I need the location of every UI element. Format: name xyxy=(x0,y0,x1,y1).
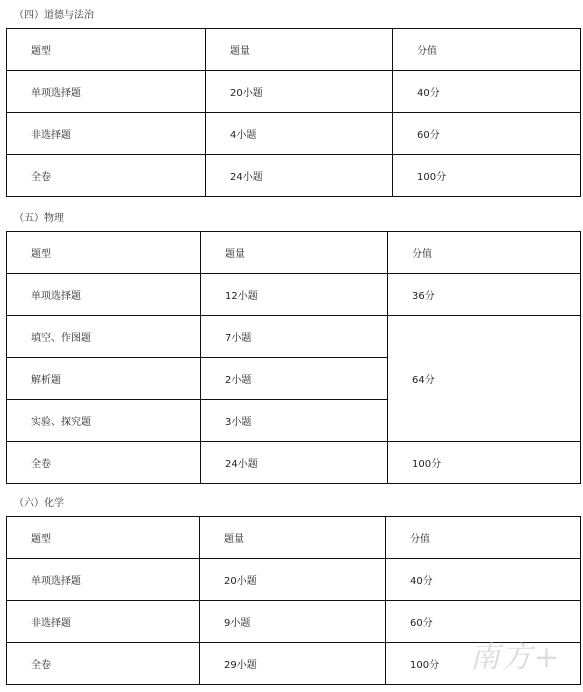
cell-type: 单项选择题 xyxy=(7,274,201,316)
cell-count: 12小题 xyxy=(201,274,388,316)
cell-count: 24小题 xyxy=(201,442,388,484)
cell-count: 3小题 xyxy=(201,400,388,442)
table-header-row xyxy=(7,232,581,274)
cell-type: 全卷 xyxy=(7,442,201,484)
cell-type: 填空、作图题 xyxy=(7,316,201,358)
cell-count: 20小题 xyxy=(200,559,386,601)
cell-score: 60分 xyxy=(393,113,581,155)
cell-score: 40分 xyxy=(393,71,581,113)
header-cell-count: 题量 xyxy=(200,517,386,559)
header-cell-type: 题型 xyxy=(7,517,200,559)
header-cell-count: 题量 xyxy=(201,232,388,274)
cell-type: 单项选择题 xyxy=(7,559,200,601)
header-cell-score: 分值 xyxy=(386,517,581,559)
table-row xyxy=(7,155,581,197)
table-header-row xyxy=(7,517,581,559)
section-heading-chemistry: （六）化学 xyxy=(14,498,64,509)
header-cell-type: 题型 xyxy=(7,29,206,71)
cell-count: 20小题 xyxy=(206,71,393,113)
cell-count: 4小题 xyxy=(206,113,393,155)
table-row xyxy=(7,71,581,113)
cell-type: 实验、探究题 xyxy=(7,400,201,442)
table-row xyxy=(7,316,581,358)
cell-score: 100分 xyxy=(386,643,581,685)
cell-score: 40分 xyxy=(386,559,581,601)
header-cell-score: 分值 xyxy=(393,29,581,71)
cell-score: 36分 xyxy=(388,274,581,316)
cell-count: 29小题 xyxy=(200,643,386,685)
table-moral-law xyxy=(6,28,581,197)
cell-count: 2小题 xyxy=(201,358,388,400)
cell-count: 7小题 xyxy=(201,316,388,358)
cell-count: 24小题 xyxy=(206,155,393,197)
cell-type: 全卷 xyxy=(7,643,200,685)
cell-score: 100分 xyxy=(388,442,581,484)
header-cell-count: 题量 xyxy=(206,29,393,71)
cell-type: 非选择题 xyxy=(7,113,206,155)
table-physics xyxy=(6,231,581,484)
header-cell-type: 题型 xyxy=(7,232,201,274)
cell-type: 全卷 xyxy=(7,155,206,197)
table-row xyxy=(7,559,581,601)
cell-type: 解析题 xyxy=(7,358,201,400)
table-row xyxy=(7,113,581,155)
table-header-row xyxy=(7,29,581,71)
cell-count: 9小题 xyxy=(200,601,386,643)
header-cell-score: 分值 xyxy=(388,232,581,274)
table-row xyxy=(7,274,581,316)
section-heading-moral-law: （四）道德与法治 xyxy=(14,10,94,21)
cell-score-merged: 64分 xyxy=(388,316,581,442)
cell-type: 单项选择题 xyxy=(7,71,206,113)
watermark-logo: 南方+ xyxy=(469,640,561,675)
cell-score: 60分 xyxy=(386,601,581,643)
cell-type: 非选择题 xyxy=(7,601,200,643)
section-heading-physics: （五）物理 xyxy=(14,213,64,224)
cell-score: 100分 xyxy=(393,155,581,197)
table-row xyxy=(7,442,581,484)
